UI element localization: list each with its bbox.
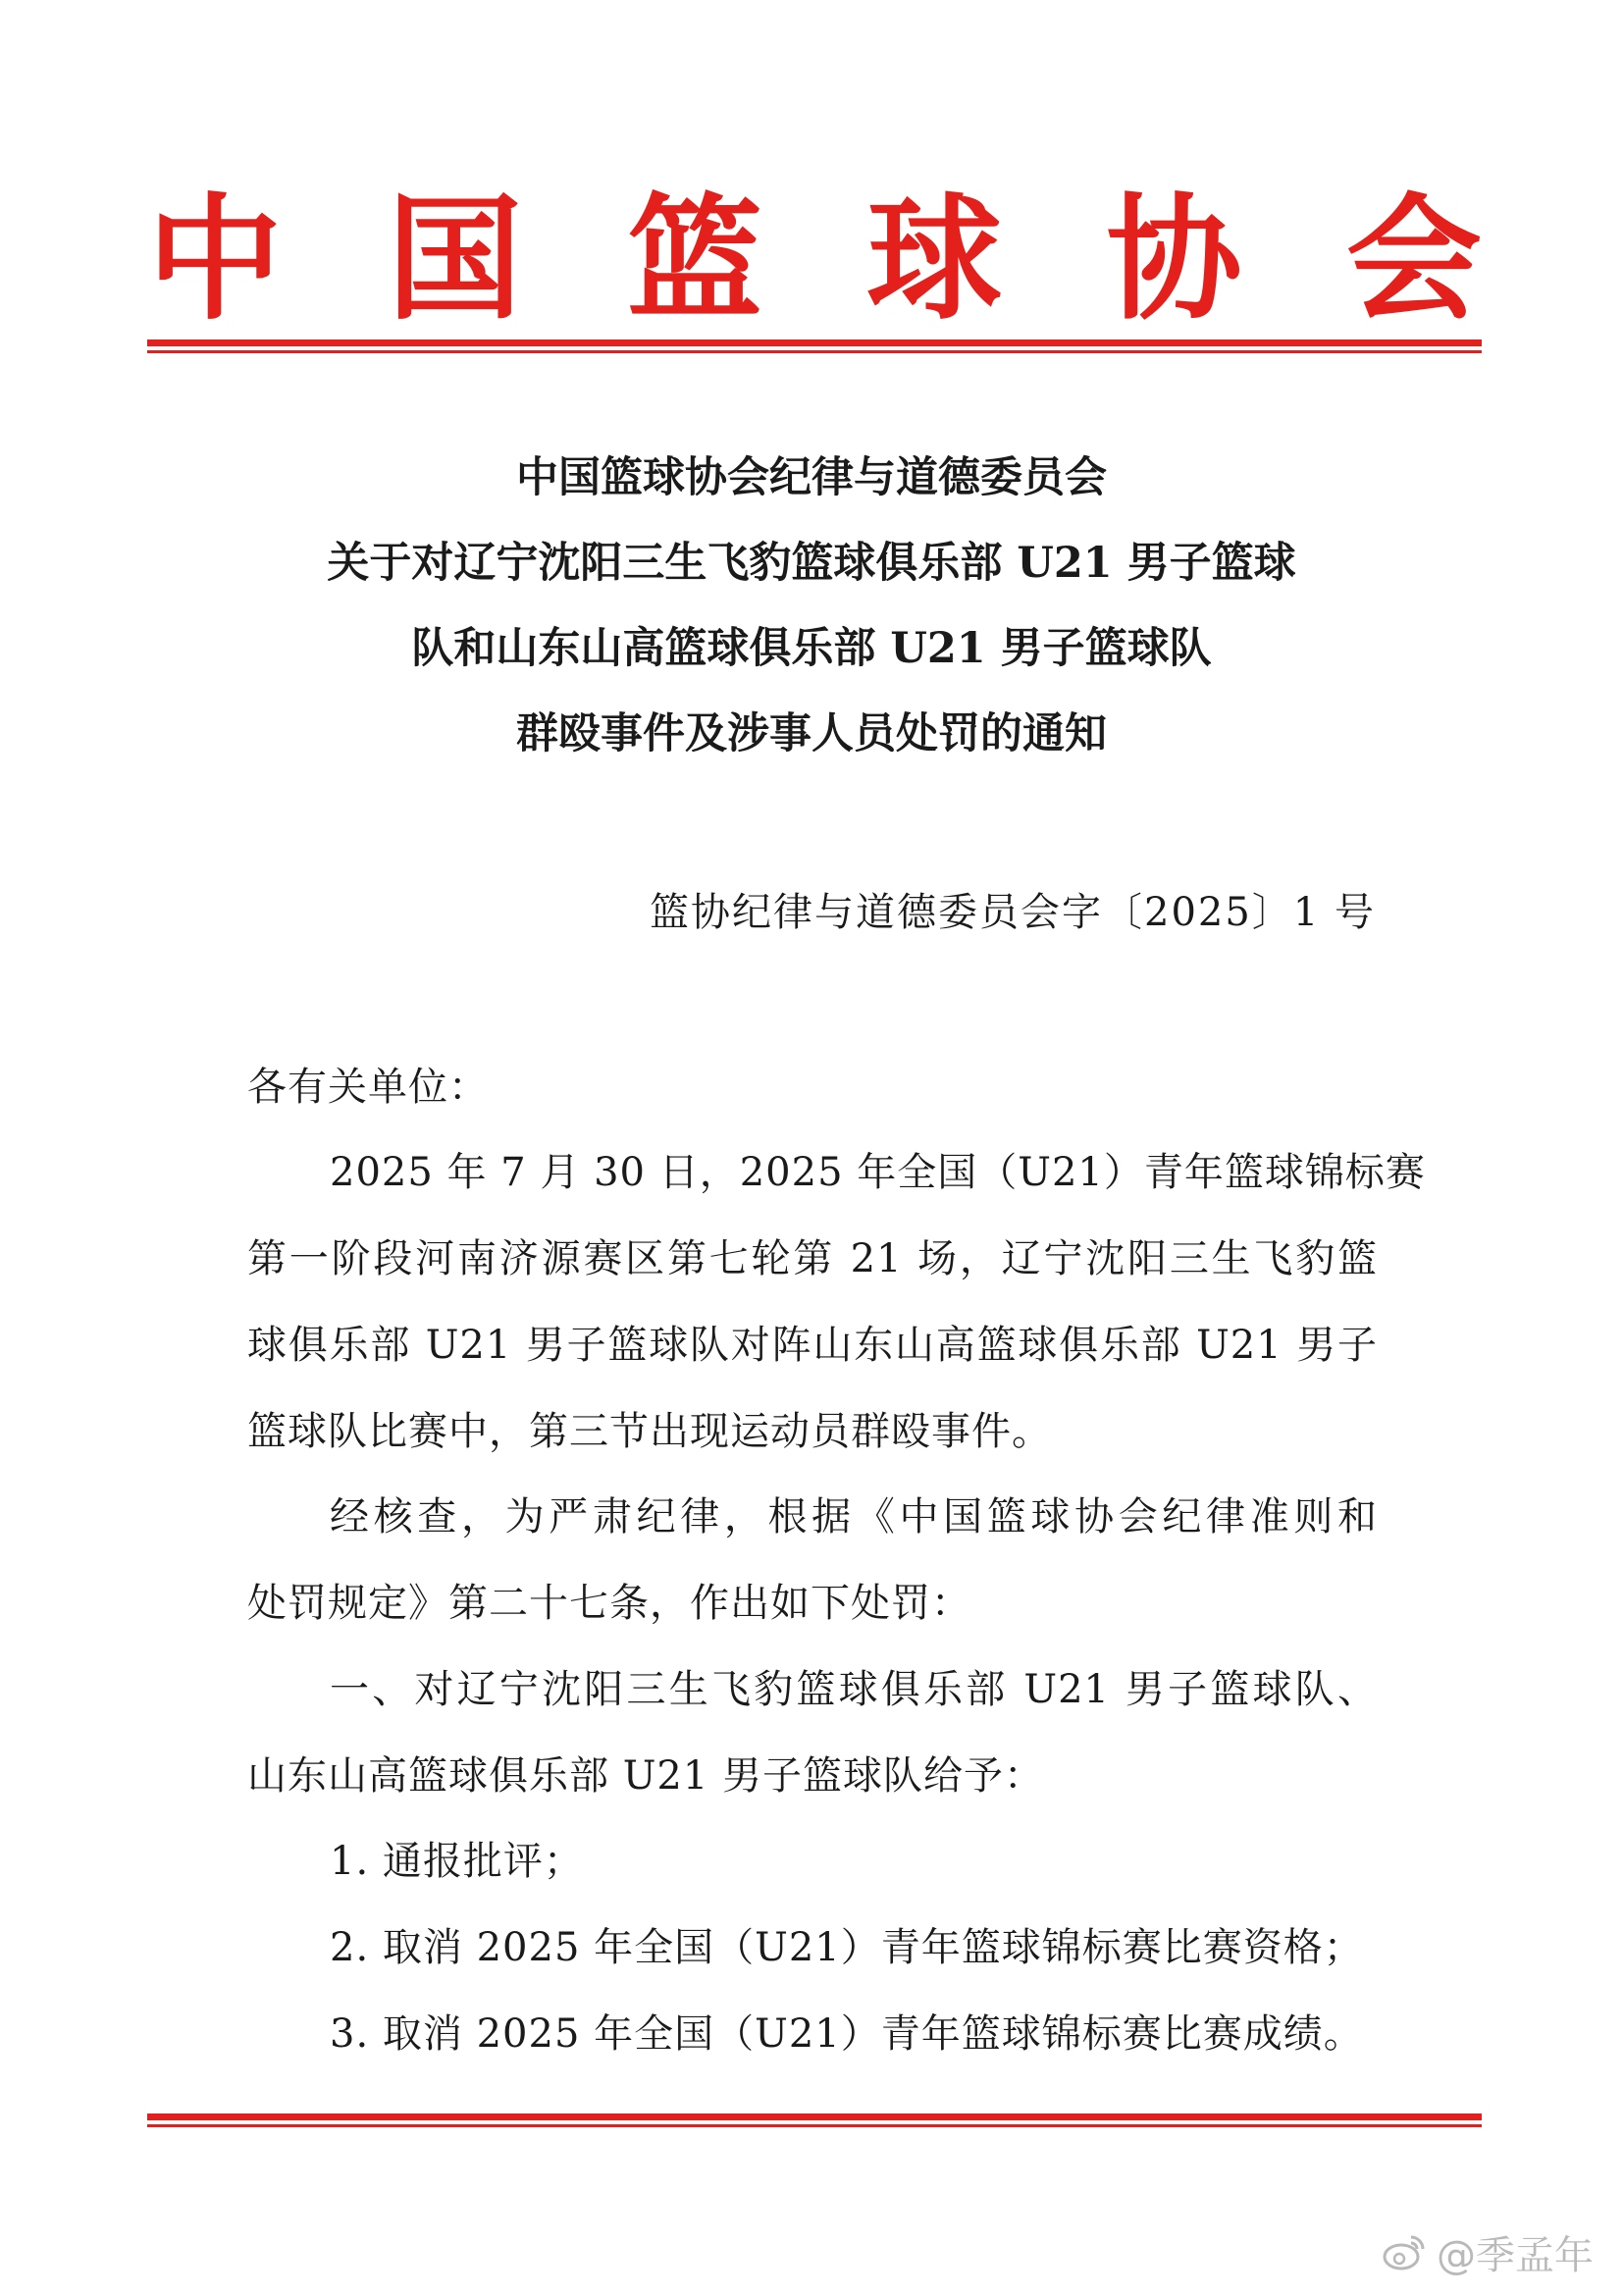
penalty-item: 3. 取消 2025 年全国（U21）青年篮球锦标赛比赛成绩。 — [330, 2011, 1364, 2057]
paragraph-line: 球俱乐部 U21 男子篮球队对阵山东山高篮球俱乐部 U21 男子 — [247, 1323, 1378, 1368]
letterhead-char: 球 — [866, 181, 1003, 339]
footer-divider — [147, 2113, 1482, 2127]
letterhead-title — [147, 182, 1482, 339]
paragraph-line: 经核查，为严肃纪律，根据《中国篮球协会纪律准则和 — [330, 1494, 1378, 1539]
notice-title-line: 群殴事件及涉事人员处罚的通知 — [516, 709, 1107, 758]
document-number: 篮协纪律与道德委员会字〔2025〕1 号 — [650, 890, 1376, 935]
penalty-item: 2. 取消 2025 年全国（U21）青年篮球锦标赛比赛资格； — [330, 1925, 1364, 1970]
letterhead-char: 中 — [147, 181, 284, 339]
watermark-text: @季孟年 — [1437, 2233, 1594, 2278]
notice-title-line: 中国篮球协会纪律与道德委员会 — [516, 453, 1107, 502]
letterhead-char: 协 — [1106, 181, 1242, 339]
paragraph-line: 山东山高篮球俱乐部 U21 男子篮球队给予： — [247, 1753, 1045, 1799]
penalty-item: 1. 通报批评； — [330, 1839, 584, 1884]
letterhead-char: 会 — [1345, 181, 1482, 339]
paragraph-line: 一、对辽宁沈阳三生飞豹篮球俱乐部 U21 男子篮球队、 — [330, 1667, 1378, 1712]
watermark — [1382, 2224, 1594, 2280]
letterhead-char: 国 — [387, 181, 523, 339]
letterhead-divider — [147, 339, 1482, 353]
salutation: 各有关单位： — [247, 1065, 489, 1110]
paragraph-line: 第一阶段河南济源赛区第七轮第 21 场，辽宁沈阳三生飞豹篮 — [247, 1236, 1378, 1281]
weibo-icon — [1382, 2233, 1427, 2272]
notice-title-line: 队和山东山高篮球俱乐部 U21 男子篮球队 — [411, 624, 1212, 673]
paragraph-line: 处罚规定》第二十七条，作出如下处罚： — [247, 1581, 971, 1626]
paragraph-line: 篮球队比赛中，第三节出现运动员群殴事件。 — [247, 1409, 1052, 1454]
notice-title-line: 关于对辽宁沈阳三生飞豹篮球俱乐部 U21 男子篮球 — [327, 539, 1296, 588]
letterhead-char: 篮 — [626, 181, 762, 339]
paragraph-line: 2025 年 7 月 30 日，2025 年全国（U21）青年篮球锦标赛 — [330, 1150, 1426, 1195]
